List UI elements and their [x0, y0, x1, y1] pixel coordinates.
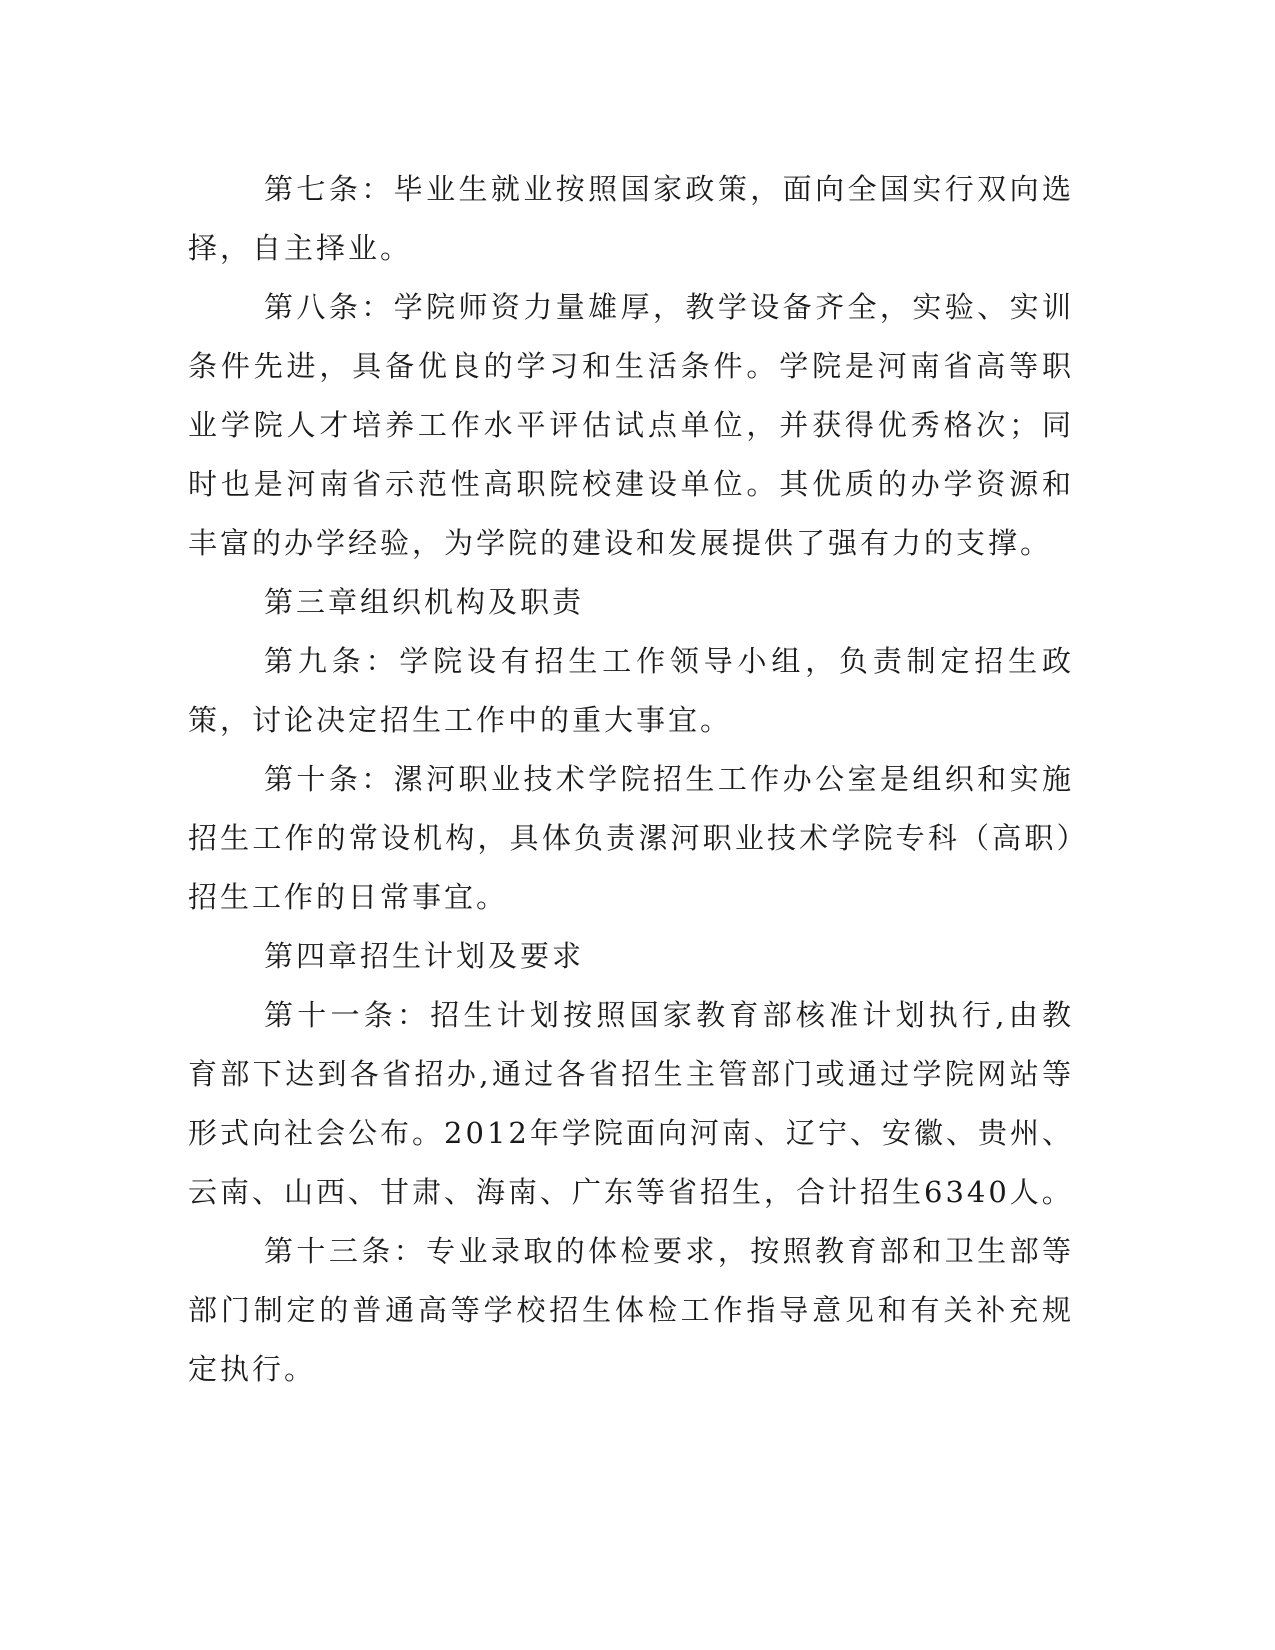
paragraph-article-9: 第九条：学院设有招生工作领导小组，负责制定招生政策，讨论决定招生工作中的重大事宜。 — [188, 644, 1074, 737]
document-body — [188, 160, 1074, 1399]
paragraph-article-11: 第十一条：招生计划按照国家教育部核准计划执行,由教育部下达到各省招办,通过各省招生主管部门或通过学院网站等形式向社会公布。2012年学院面向河南、辽宁、安徽、贵州、云南、山西、甘肃、海南、广东等省招生，合计招生6340人。 — [188, 998, 1074, 1209]
paragraph-article-10: 第十条：漯河职业技术学院招生工作办公室是组织和实施招生工作的常设机构，具体负责漯河职业技术学院专科（高职）招生工作的日常事宜。 — [188, 762, 1074, 914]
paragraph-article-13: 第十三条：专业录取的体检要求，按照教育部和卫生部等部门制定的普通高等学校招生体检工作指导意见和有关补充规定执行。 — [188, 1234, 1074, 1386]
chapter-4-heading: 第四章招生计划及要求 — [264, 939, 585, 973]
paragraph-article-7: 第七条：毕业生就业按照国家政策，面向全国实行双向选择，自主择业。 — [188, 172, 1074, 265]
chapter-3-heading: 第三章组织机构及职责 — [264, 585, 585, 619]
paragraph-article-8: 第八条：学院师资力量雄厚，教学设备齐全，实验、实训条件先进，具备优良的学习和生活条件。学院是河南省高等职业学院人才培养工作水平评估试点单位，并获得优秀格次；同时也是河南省示范性高职院校建设单位。其优质的办学资源和丰富的办学经验，为学院的建设和发展提供了强有力的支撑。 — [188, 290, 1074, 560]
